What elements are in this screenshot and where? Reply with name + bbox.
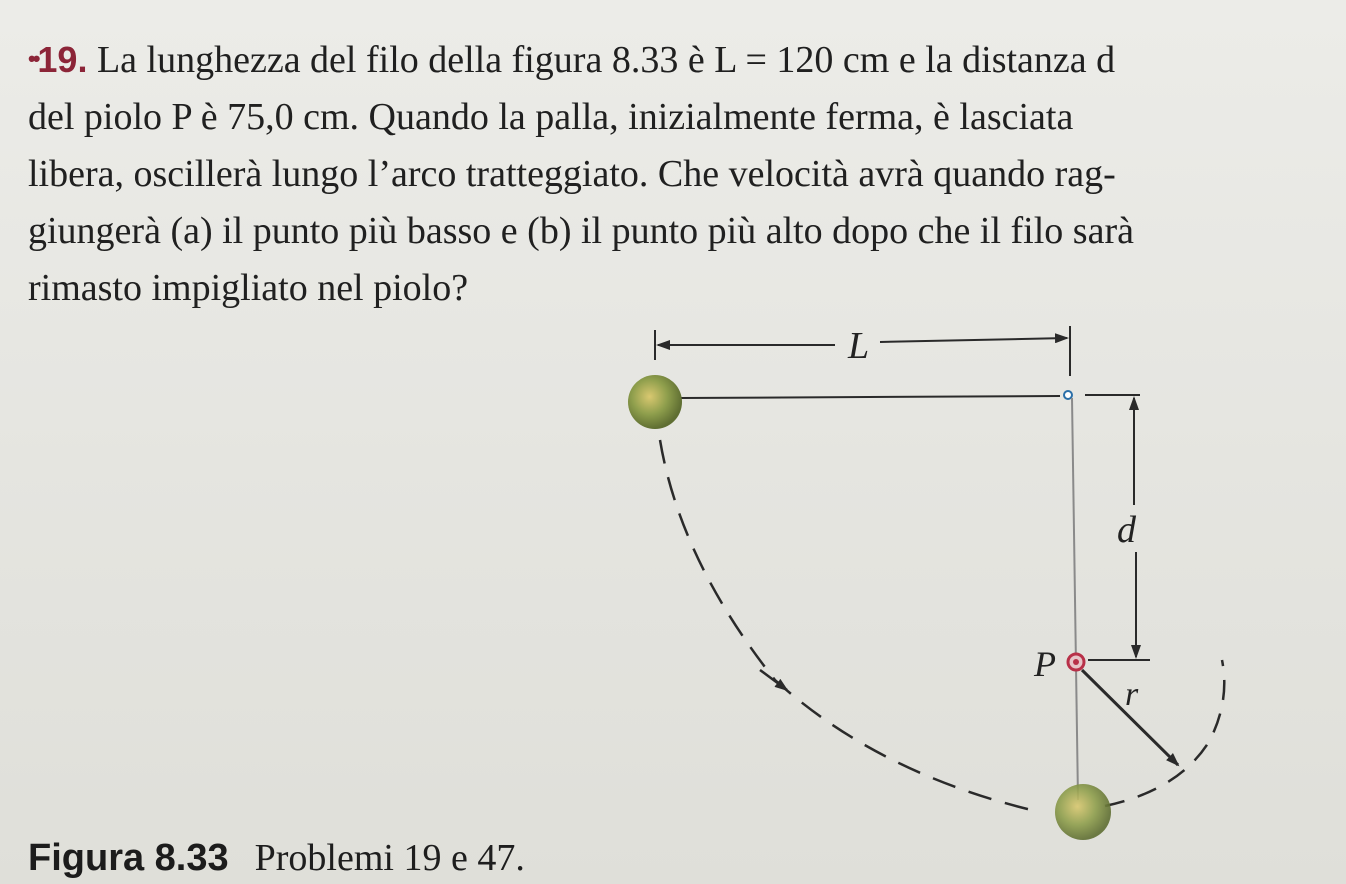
swing-arrow xyxy=(760,670,787,690)
ball-start xyxy=(628,375,682,429)
horizontal-string xyxy=(680,396,1060,398)
caption-text: Problemi 19 e 47. xyxy=(254,837,525,879)
l-dimension-arrow-right xyxy=(880,338,1067,342)
figure-caption xyxy=(28,836,525,880)
ball-bottom xyxy=(1055,784,1111,840)
problem-number: 19. xyxy=(37,39,88,80)
label-l: L xyxy=(848,325,870,367)
pivot-point xyxy=(1064,391,1072,399)
label-r: r xyxy=(1125,676,1139,713)
label-d: d xyxy=(1117,509,1136,551)
problem-line-4: giungerà (a) il punto più basso e (b) il punto più alto dopo che il filo sarà xyxy=(28,210,1134,252)
problem-line-3: libera, oscillerà lungo l’arco tratteggiato. Che velocità avrà quando rag- xyxy=(28,153,1116,195)
problem-text-line-1: La lunghezza del filo della figura 8.33 è L = 120 cm e la distanza d xyxy=(96,39,1116,81)
problem-line-5: rimasto impigliato nel piolo? xyxy=(28,267,469,309)
difficulty-marker: •• xyxy=(28,46,38,71)
caption-label: Figura 8.33 xyxy=(28,837,229,879)
peg-arc xyxy=(1105,660,1224,806)
vertical-string xyxy=(1072,398,1078,800)
problem-line-2: del piolo P è 75,0 cm. Quando la palla, inizialmente ferma, è lasciata xyxy=(28,96,1074,138)
swing-arc xyxy=(660,440,1040,812)
peg-center xyxy=(1073,659,1079,665)
label-p: P xyxy=(1034,644,1056,684)
